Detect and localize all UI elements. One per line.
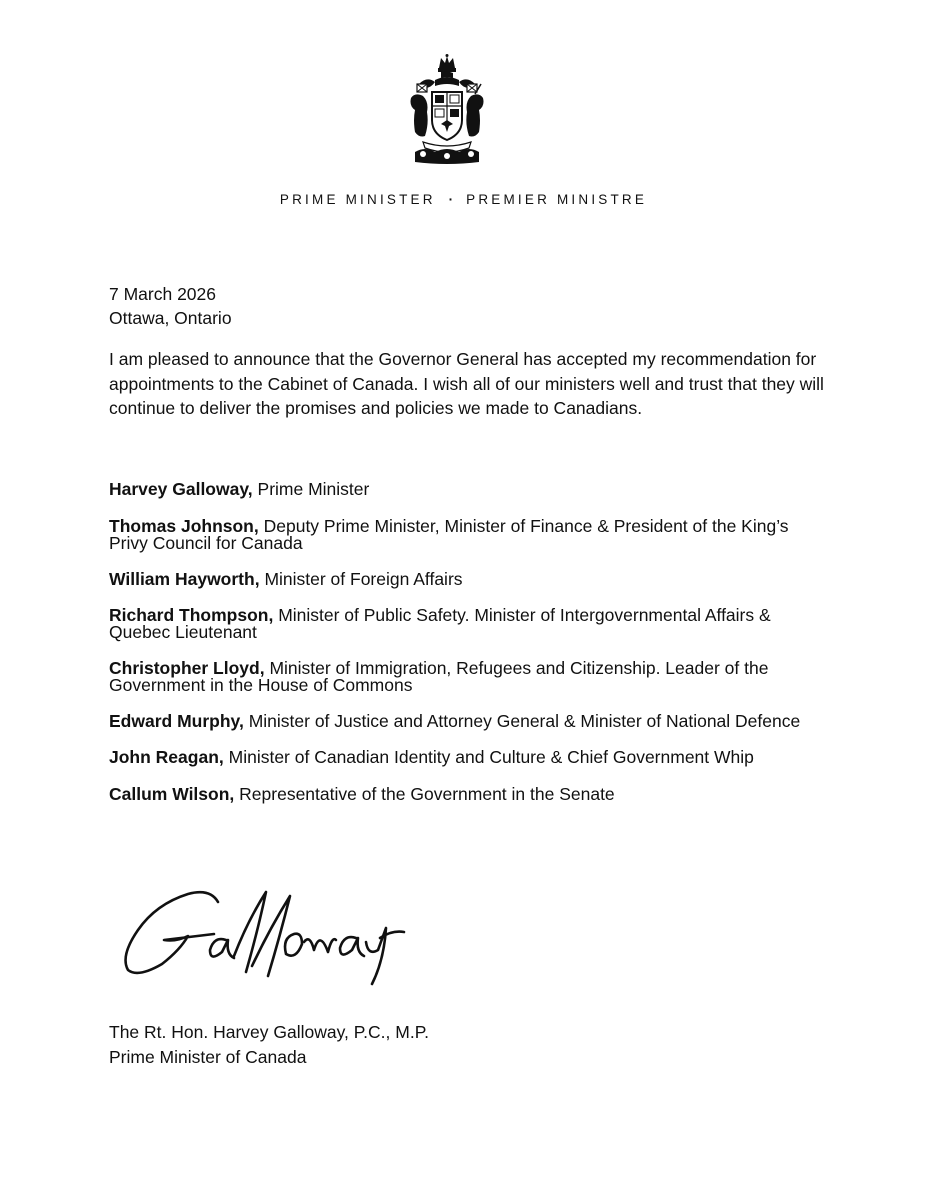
cabinet-entry: [109, 710, 829, 730]
minister-role: Minister of Canadian Identity and Culture & Chief Government Whip: [228, 747, 754, 767]
minister-role: Deputy Prime Minister, Minister of Finance & President of the King’s Privy Council for Canada: [109, 515, 789, 553]
minister-name: Harvey Galloway,: [109, 479, 253, 499]
office-title-separator: ·: [448, 192, 454, 207]
minister-role: Representative of the Government in the Senate: [239, 783, 615, 804]
minister-name: Callum Wilson,: [109, 783, 235, 804]
letter-date: 7 March 2026: [109, 284, 217, 304]
minister-name: John Reagan,: [109, 747, 224, 767]
minister-name: William Hayworth,: [109, 568, 260, 589]
minister-name: Richard Thompson,: [109, 605, 274, 625]
closing-block: [109, 1020, 429, 1070]
handwritten-signature: [118, 880, 408, 990]
letter-place: Ottawa, Ontario: [109, 308, 232, 328]
minister-role: Minister of Foreign Affairs: [264, 568, 463, 589]
minister-name: Christopher Lloyd,: [109, 658, 265, 678]
dateline: [109, 282, 232, 330]
cabinet-entry: [109, 657, 829, 694]
cabinet-entry: [109, 604, 829, 641]
coat-of-arms-icon: [405, 54, 489, 166]
office-title-english: PRIME MINISTER: [279, 192, 436, 207]
cabinet-entry: [109, 783, 829, 803]
minister-role: Minister of Immigration, Refugees and Citizenship. Leader of the Government in the House of Commons: [109, 658, 769, 695]
cabinet-entry: [109, 746, 829, 766]
cabinet-entry: [109, 515, 829, 552]
cabinet-list: [109, 478, 829, 819]
minister-name: Edward Murphy,: [109, 711, 244, 731]
minister-role: Prime Minister: [257, 479, 370, 499]
office-title-french: PREMIER MINISTRE: [466, 192, 648, 207]
signatory-title: Prime Minister of Canada: [109, 1047, 307, 1067]
intro-paragraph: I am pleased to announce that the Governor General has accepted my recommendation for appointments to the Cabinet of Canada. I wish all of our ministers well and trust that they will continue to deliver the promises and policies we made to Canadians.: [109, 349, 824, 418]
office-title: [0, 192, 927, 207]
cabinet-entry: [109, 568, 829, 588]
minister-role: Minister of Public Safety. Minister of Intergovernmental Affairs & Quebec Lieutenant: [109, 605, 771, 642]
signatory-name: The Rt. Hon. Harvey Galloway, P.C., M.P.: [109, 1022, 429, 1042]
minister-name: Thomas Johnson,: [109, 515, 259, 536]
minister-role: Minister of Justice and Attorney General & Minister of National Defence: [248, 711, 801, 731]
cabinet-entry: [109, 478, 829, 498]
